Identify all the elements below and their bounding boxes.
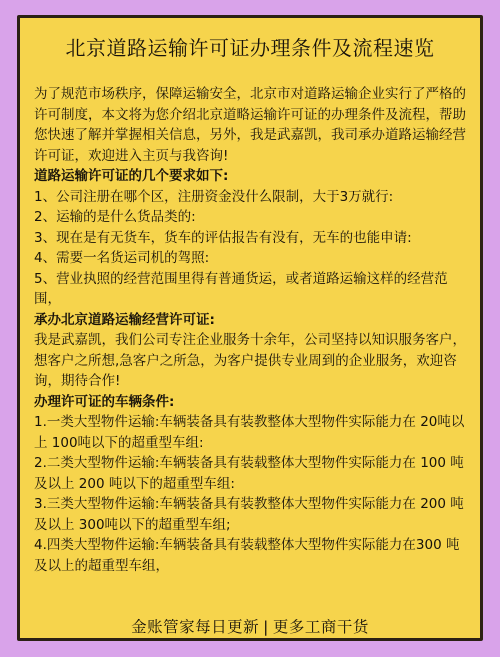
intro-paragraph: 为了规范市场秩序，保障运输安全，北京市对道路运输企业实行了严格的许可制度，本文将为您介绍北京道略运输许可证的办理条件及流程，帮助您快速了解并掌握相关信息，另外，我是武嘉凯，我司承办道路运输经营许可证，欢迎进入主页与我咨询! [34, 86, 466, 164]
document-card [17, 15, 483, 641]
requirement-item: 1、公司注册在哪个区，注册资金没什么限制，大于3万就行: [34, 188, 394, 205]
article-body [34, 84, 468, 576]
vehicle-condition-item: 2.二类大型物件运输:车辆装备具有装载整体大型物件实际能力在 100 吨及以上 200 吨以下的超重型车组: [34, 455, 464, 492]
vehicle-condition-item: 1.一类大型物件运输:车辆装备具有装教整体大型物件实际能力在 20吨以上 100吨以下的超重型车组: [34, 414, 465, 451]
page-title: 北京道路运输许可证办理条件及流程速览 [65, 36, 435, 60]
service-heading: 承办北京道路运输经营许可证: [34, 311, 215, 328]
footer-left-text: 金账管家每日更新 [131, 618, 260, 636]
footer-right-text: 更多工商干货 [272, 618, 369, 636]
requirement-item: 2、运输的是什么货品类的: [34, 209, 196, 225]
requirement-item: 4、需要一名货运司机的驾照: [34, 250, 210, 266]
vehicle-condition-item: 3.三类大型物件运输:车辆装备具有装教整体大型物件实际能力在 200 吨及以上 300吨以下的超重型车组; [34, 496, 464, 533]
vehicle-conditions-heading: 办理许可证的车辆条件: [34, 393, 175, 410]
footer-separator: | [263, 618, 269, 636]
requirements-heading: 道路运输许可证的几个要求如下: [34, 168, 229, 184]
service-paragraph: 我是武嘉凯，我们公司专注企业服务十余年，公司坚持以知识服务客户，想客户之所想,急客户之所急，为客户提供专业周到的企业服务，欢迎咨询，期待合作! [34, 332, 466, 389]
requirement-item: 3、现在是有无货车，货车的评估报告有没有，无车的也能申请: [34, 229, 412, 246]
vehicle-condition-item: 4.四类大型物件运输:车辆装备具有装载整体大型物件实际能力在300 吨及以上的超重型车组， [34, 537, 460, 574]
requirement-item: 5、营业执照的经营范围里得有普通货运，或者道路运输这样的经营范围， [34, 270, 448, 307]
footer-banner [20, 615, 480, 637]
